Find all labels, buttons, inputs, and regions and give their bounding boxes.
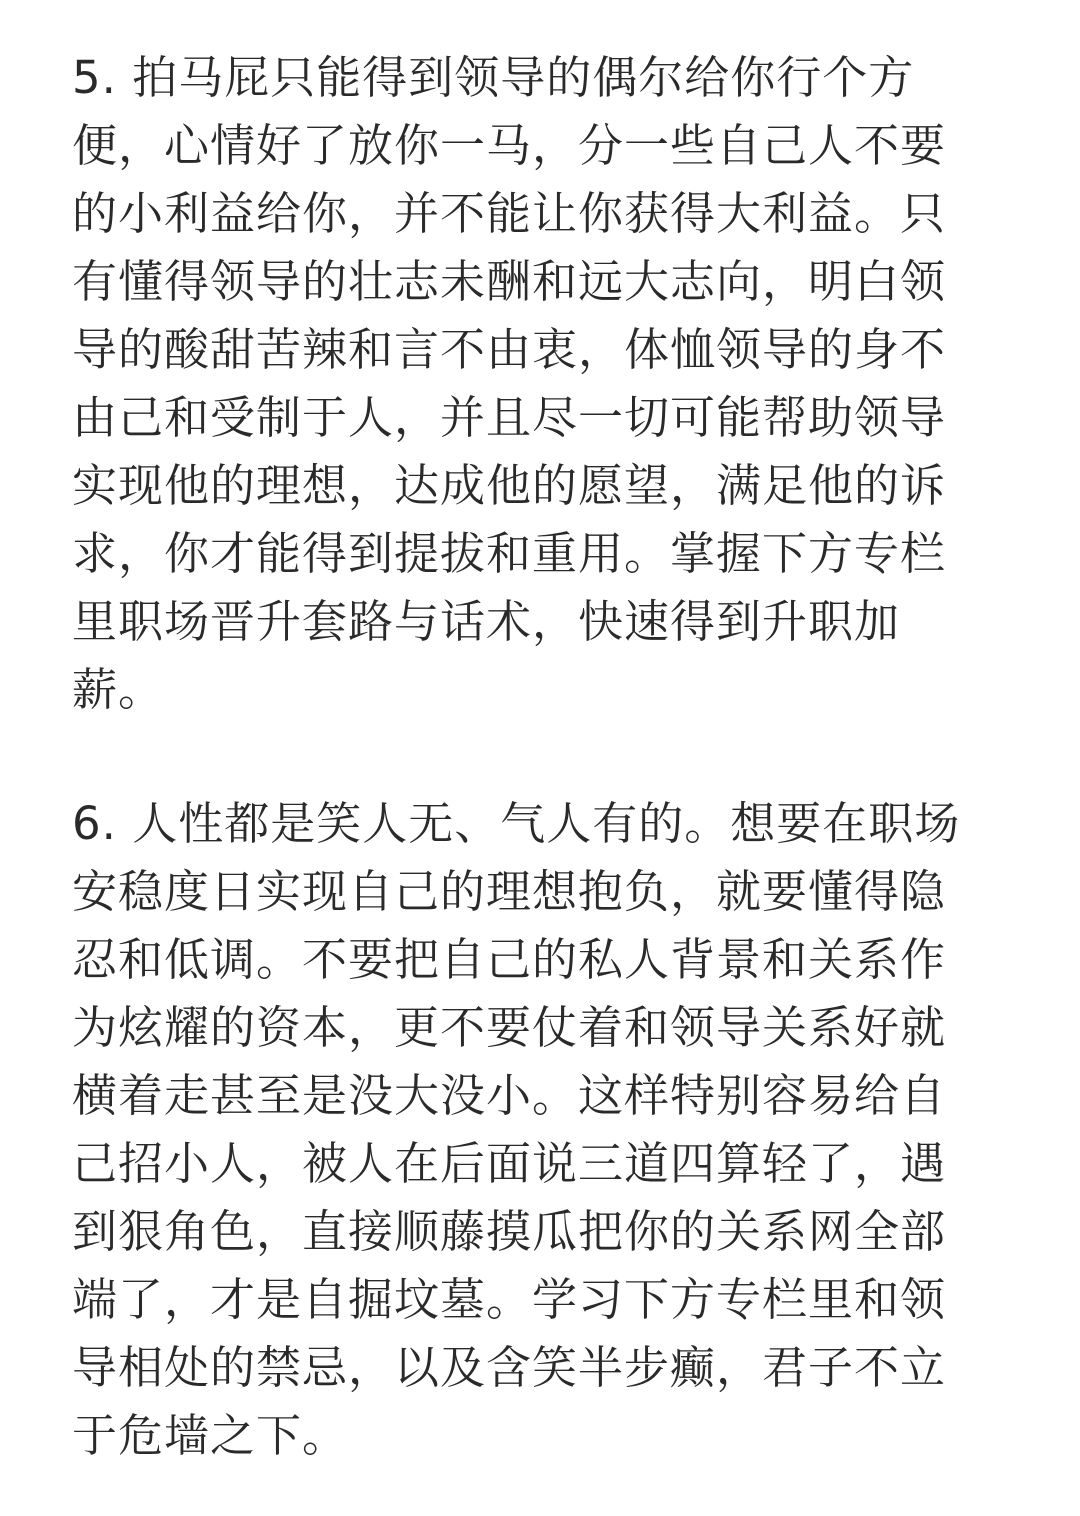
- paragraph-line: 里职场晋升套路与话术，快速得到升职加: [72, 595, 901, 648]
- paragraph-line: 横着走甚至是没大没小。这样特别容易给自: [72, 1069, 947, 1122]
- paragraph-line: 到狠角色，直接顺藤摸瓜把你的关系网全部: [72, 1205, 947, 1258]
- paragraph-line: 6. 人性都是笑人无、气人有的。想要在职场: [72, 797, 961, 850]
- paragraph-5: [72, 44, 1012, 724]
- paragraph-6: [72, 790, 1012, 1470]
- paragraph-line: 薪。: [72, 663, 165, 716]
- paragraph-line: 导的酸甜苦辣和言不由衷，体恤领导的身不: [72, 323, 947, 376]
- paragraph-line: 有懂得领导的壮志未酬和远大志向，明白领: [72, 255, 947, 308]
- paragraph-line: 便，心情好了放你一马，分一些自己人不要: [72, 119, 947, 172]
- paragraph-line: 安稳度日实现自己的理想抱负，就要懂得隐: [72, 865, 947, 918]
- paragraph-line: 5. 拍马屁只能得到领导的偶尔给你行个方: [72, 51, 915, 104]
- paragraph-line: 己招小人，被人在后面说三道四算轻了，遇: [72, 1137, 947, 1190]
- paragraph-line: 由己和受制于人，并且尽一切可能帮助领导: [72, 391, 947, 444]
- paragraph-line: 导相处的禁忌，以及含笑半步癫，君子不立: [72, 1341, 947, 1394]
- paragraph-line: 于危墙之下。: [72, 1409, 349, 1462]
- paragraph-line: 端了，才是自掘坟墓。学习下方专栏里和领: [72, 1273, 947, 1326]
- paragraph-line: 求，你才能得到提拔和重用。掌握下方专栏: [72, 527, 947, 580]
- paragraph-line: 为炫耀的资本，更不要仗着和领导关系好就: [72, 1001, 947, 1054]
- paragraph-line: 忍和低调。不要把自己的私人背景和关系作: [72, 933, 947, 986]
- paragraph-line: 的小利益给你，并不能让你获得大利益。只: [72, 187, 947, 240]
- paragraph-line: 实现他的理想，达成他的愿望，满足他的诉: [72, 459, 947, 512]
